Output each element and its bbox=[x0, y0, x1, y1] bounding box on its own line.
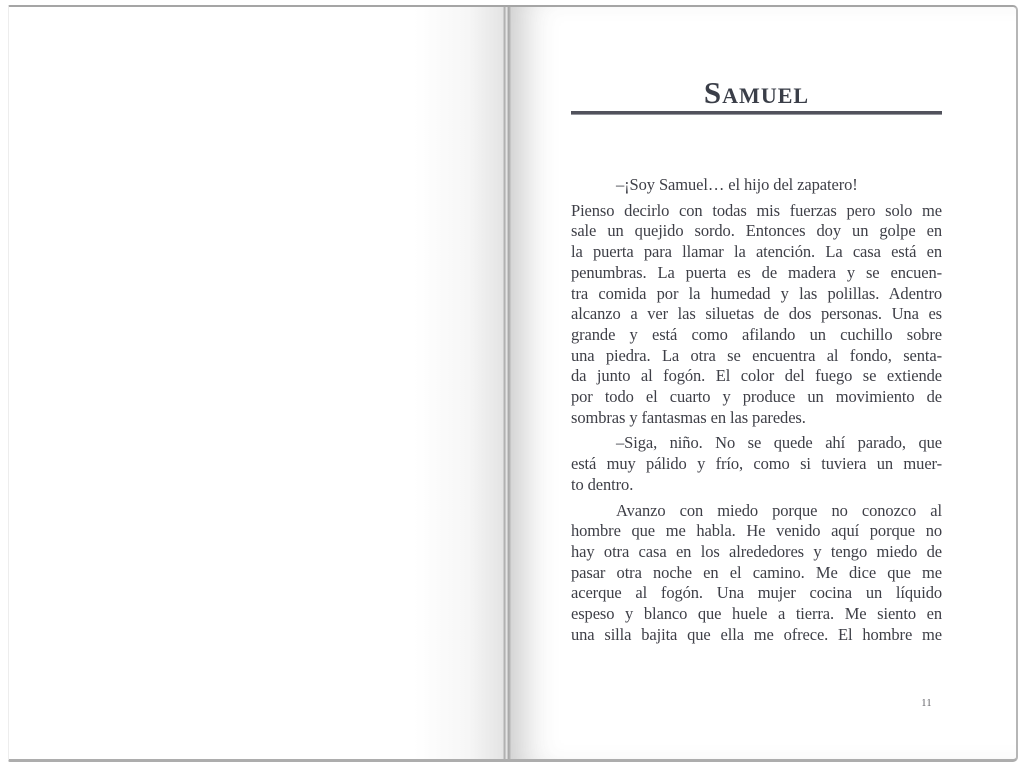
text-line: sombras y fantasmas en las paredes. bbox=[571, 407, 806, 427]
text-line: tra comida por la humedad y las polillas. Adentro bbox=[571, 283, 942, 303]
book-spine-gutter bbox=[503, 7, 511, 759]
text-line: está muy pálido y frío, como si tuviera un muer- bbox=[571, 454, 942, 474]
text-line: Pienso decirlo con todas mis fuerzas pero solo me bbox=[571, 200, 942, 220]
left-page-blank bbox=[9, 7, 503, 759]
text-line: por todo el cuarto y produce un movimiento de bbox=[571, 387, 942, 407]
right-page bbox=[511, 7, 1016, 759]
text-line: una silla bajita que ella me ofrece. El hombre me bbox=[571, 624, 942, 644]
text-line: sale un quejido sordo. Entonces doy un golpe en bbox=[571, 221, 942, 241]
text-line: la puerta para llamar la atención. La casa está en bbox=[571, 242, 942, 262]
text-line: da junto al fogón. El color del fuego se extiende bbox=[571, 366, 942, 386]
text-line: penumbras. La puerta es de madera y se encuen- bbox=[571, 262, 942, 282]
text-line: espeso y blanco que huele a tierra. Me siento en bbox=[571, 604, 942, 624]
open-book bbox=[8, 5, 1018, 762]
paragraph bbox=[571, 175, 942, 196]
paragraph bbox=[571, 433, 942, 495]
text-line: una piedra. La otra se encuentra al fondo, senta- bbox=[571, 345, 942, 365]
chapter-title: Samuel bbox=[703, 75, 810, 110]
title-rule bbox=[571, 111, 942, 115]
chapter-page-content bbox=[571, 7, 942, 645]
paragraph bbox=[571, 501, 942, 646]
text-line: hombre que me habla. He venido aquí porque no bbox=[571, 521, 942, 541]
text-line: –¡Soy Samuel… el hijo del zapatero! bbox=[616, 175, 858, 194]
text-line: –Siga, niño. No se quede ahí parado, que bbox=[616, 433, 942, 453]
page-number: 11 bbox=[921, 698, 932, 709]
text-line: acerque al fogón. Una mujer cocina un líquido bbox=[571, 583, 942, 603]
text-line: alcanzo a ver las siluetas de dos personas. Una es bbox=[571, 304, 942, 324]
body-text bbox=[571, 175, 942, 645]
text-line: Avanzo con miedo porque no conozco al bbox=[616, 500, 942, 520]
paragraph bbox=[571, 201, 942, 429]
text-line: to dentro. bbox=[571, 474, 634, 494]
text-line: grande y está como afilando un cuchillo sobre bbox=[571, 324, 942, 344]
text-line: pasar otra noche en el camino. Me dice que me bbox=[571, 562, 942, 582]
text-line: hay otra casa en los alrededores y tengo miedo de bbox=[571, 541, 942, 561]
